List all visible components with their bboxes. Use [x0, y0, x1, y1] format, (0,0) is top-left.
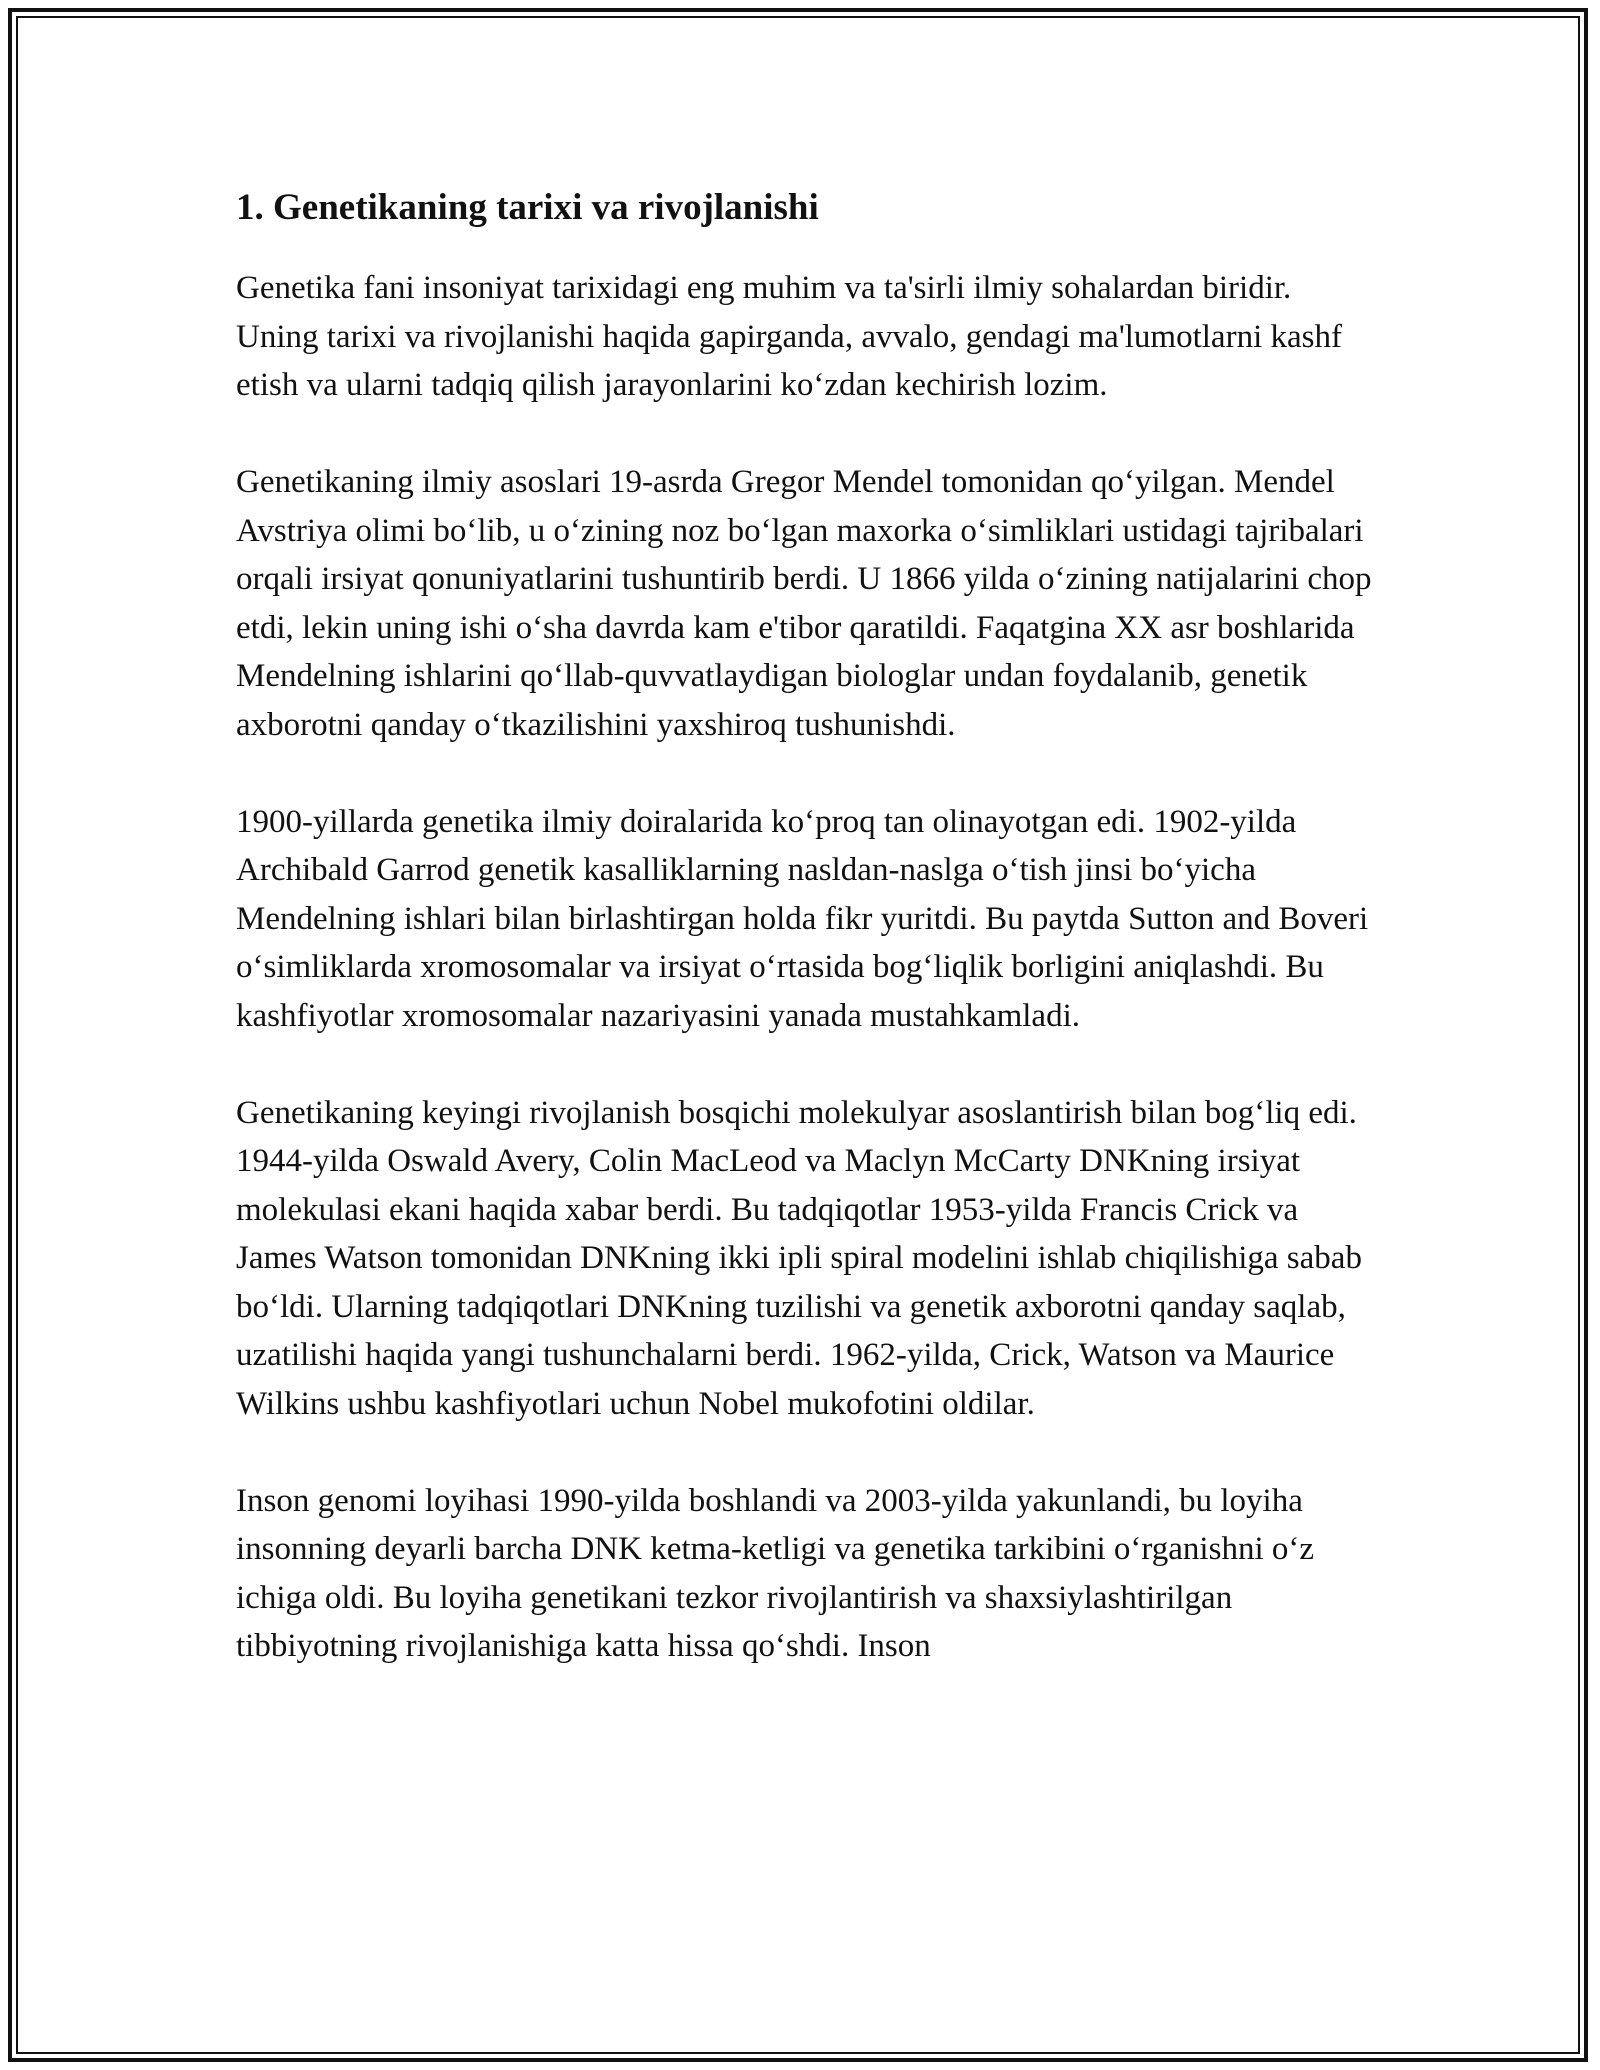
paragraph-molecular: Genetikaning keyingi rivojlanish bosqichi molekulyar asoslantirish bilan bog‘liq edi. 1944-yilda Oswald Avery, Colin MacLeod va Maclyn McCarty DNKning irsiyat molekulasi ekani haqida xabar berdi. Bu tadqiqotlar 1953-yilda Francis Crick va James Watson tomonidan DNKning ikki ipli spiral modelini ishlab chiqilishiga sabab bo‘ldi. Ularning tadqiqotlari DNKning tuzilishi va genetik axborotni qanday saqlab, uzatilishi haqida yangi tushunchalarni berdi. 1962-yilda, Crick, Watson va Maurice Wilkins ushbu kashfiyotlari uchun Nobel mukofotini oldilar. — [236, 1094, 1362, 1422]
paragraph-1900s: 1900-yillarda genetika ilmiy doiralarida ko‘proq tan olinayotgan edi. 1902-yilda Archibald Garrod genetik kasalliklarning nasldan-naslga o‘tish jinsi bo‘yicha Mendelning ishlari bilan birlashtirgan holda fikr yuritdi. Bu paytda Sutton and Boveri o‘simliklarda xromosomalar va irsiyat o‘rtasida bog‘liqlik borligini aniqlashdi. Bu kashfiyotlar xromosomalar nazariyasini yanada mustahkamladi. — [236, 803, 1369, 1034]
document-body — [236, 186, 1376, 1671]
paragraph-intro: Genetika fani insoniyat tarixidagi eng muhim va ta'sirli ilmiy sohalardan biridir. Uning tarixi va rivojlanishi haqida gapirganda, avvalo, gendagi ma'lumotlarni kashf etish va ularni tadqiq qilish jarayonlarini ko‘zdan kechirish lozim. — [236, 270, 1342, 404]
paragraph-mendel: Genetikaning ilmiy asoslari 19-asrda Gregor Mendel tomonidan qo‘yilgan. Mendel Avstriya olimi bo‘lib, u o‘zining noz bo‘lgan maxorka o‘simliklari ustidagi tajribalari orqali irsiyat qonuniyatlarini tushuntirib berdi. U 1866 yilda o‘zining natijalarini chop etdi, lekin uning ishi o‘sha davrda kam e'tibor qaratildi. Faqatgina XX asr boshlarida Mendelning ishlarini qo‘llab-quvvatlaydigan biologlar undan foydalanib, genetik axborotni qanday o‘tkazilishini yaxshiroq tushunishdi. — [236, 464, 1372, 743]
paragraph-genome-project: Inson genomi loyihasi 1990-yilda boshlandi va 2003-yilda yakunlandi, bu loyiha insonning deyarli barcha DNK ketma-ketligi va genetika tarkibini o‘rganishni o‘z ichiga oldi. Bu loyiha genetikani tezkor rivojlantirish va shaxsiylashtirilgan tibbiyotning rivojlanishiga katta hissa qo‘shdi. Inson — [236, 1482, 1314, 1665]
section-heading: 1. Genetikaning tarixi va rivojlanishi — [236, 187, 819, 228]
